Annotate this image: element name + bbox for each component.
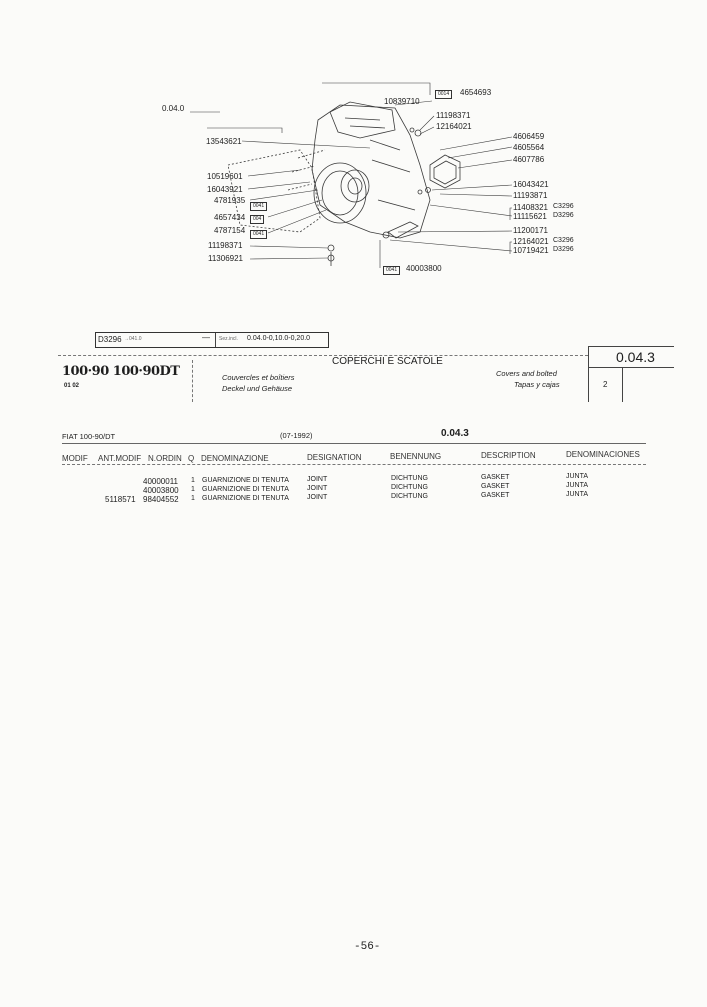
cell-es: JUNTA — [566, 482, 589, 489]
date-label: (07-1992) — [280, 431, 313, 440]
col-header: BENENNUNG — [390, 452, 442, 461]
cell-qty: 1 — [191, 477, 195, 484]
col-header: Q — [188, 454, 195, 463]
section-ref: 0.04.3 — [441, 428, 469, 439]
part-code: D3296 — [553, 212, 574, 219]
callout-number: 4654693 — [460, 88, 492, 97]
small-tag: 0041 — [250, 202, 267, 211]
ref-right-prefix: Sez.incl. — [219, 336, 238, 342]
col-header: ANT.MODIF — [98, 454, 142, 463]
callout-number: 10719421 — [513, 246, 549, 255]
reference-box — [95, 332, 329, 348]
cell-qty: 1 — [191, 495, 195, 502]
callout-number: 11200171 — [513, 226, 548, 235]
col-header: DENOMINACIONES — [566, 450, 640, 459]
col-header: DENOMINAZIONE — [201, 454, 269, 463]
cell-de: DICHTUNG — [391, 493, 428, 500]
ref-right: 0.04.0-0,10.0-0,20.0 — [247, 335, 311, 342]
cell-en: GASKET — [481, 483, 510, 490]
callout-number: 4787154 — [214, 226, 246, 235]
cell-it: GUARNIZIONE DI TENUTA — [202, 486, 289, 493]
title-french: Couvercles et boîtiers — [222, 373, 295, 382]
callout-number: 13543621 — [206, 137, 242, 146]
col-header: DESIGNATION — [307, 453, 362, 462]
models-title: 100·90 100·90DT — [62, 364, 180, 379]
part-code: D3296 — [553, 246, 574, 253]
part-code: C3296 — [553, 237, 574, 244]
title-italian: COPERCHI E SCATOLE — [332, 356, 443, 367]
callout-number: 16043421 — [513, 180, 549, 189]
section-number: 0.04.3 — [616, 349, 655, 365]
models-sub: 01 02 — [64, 383, 80, 389]
cell-it: GUARNIZIONE DI TENUTA — [202, 477, 289, 484]
small-tag: 0014 — [435, 90, 452, 99]
callout-number: 11408321 — [513, 203, 548, 212]
callout-number: 12164021 — [436, 122, 472, 131]
cell-de: DICHTUNG — [391, 475, 428, 482]
callout-number: 4657434 — [214, 213, 246, 222]
small-tag: 004 — [250, 215, 264, 224]
title-english: Covers and bolted — [496, 369, 557, 378]
cell-fr: JOINT — [307, 494, 328, 501]
callout-number: 4606459 — [513, 132, 545, 141]
callout-number: 11198371 — [436, 111, 471, 120]
callout-number: 4605564 — [513, 143, 545, 152]
callout-number: 11193871 — [513, 191, 548, 200]
cell-qty: 1 — [191, 486, 195, 493]
small-tag: 0041 — [383, 266, 400, 275]
cell-de: DICHTUNG — [391, 484, 428, 491]
title-german: Deckel und Gehäuse — [222, 384, 293, 393]
page-number: -56- — [354, 941, 381, 953]
sheet-number: 2 — [603, 380, 608, 389]
cell-ordin: 40000011 — [143, 477, 178, 486]
col-header: N.ORDIN — [148, 454, 182, 463]
model-label: FIAT 100-90/DT — [62, 432, 116, 441]
col-header: MODIF — [62, 454, 88, 463]
cell-ordin: 40003800 — [143, 486, 179, 495]
group-ref-label: 0.04.0 — [162, 104, 185, 113]
small-tag: 0041 — [250, 230, 267, 239]
cell-fr: JOINT — [307, 476, 328, 483]
cell-fr: JOINT — [307, 485, 328, 492]
col-header: DESCRIPTION — [481, 451, 536, 460]
callout-number: 10519601 — [207, 172, 243, 181]
ref-mid: — — [202, 333, 210, 342]
callout-number: 11115621 — [513, 212, 547, 221]
title-spanish: Tapas y cajas — [514, 380, 560, 389]
callout-number: 4607786 — [513, 155, 545, 164]
cell-ant-modif: 5118571 — [105, 495, 136, 504]
cell-it: GUARNIZIONE DI TENUTA — [202, 495, 289, 502]
callout-number: 40003800 — [406, 264, 442, 273]
cell-en: GASKET — [481, 492, 510, 499]
callout-number: 12164021 — [513, 237, 549, 246]
callout-number: 4781935 — [214, 196, 246, 205]
cell-ordin: 98404552 — [143, 495, 179, 504]
part-code: C3296 — [553, 203, 574, 210]
ref-left-small: →041.0 — [124, 336, 142, 342]
cell-es: JUNTA — [566, 491, 589, 498]
housing-drawing — [0, 0, 707, 300]
callout-number: 10839710 — [384, 97, 420, 106]
cell-es: JUNTA — [566, 473, 589, 480]
callout-number: 11306921 — [208, 254, 243, 263]
callout-number: 11198371 — [208, 241, 243, 250]
cell-en: GASKET — [481, 474, 510, 481]
callout-number: 16043921 — [207, 185, 243, 194]
ref-left-code: D3296 — [98, 335, 122, 344]
